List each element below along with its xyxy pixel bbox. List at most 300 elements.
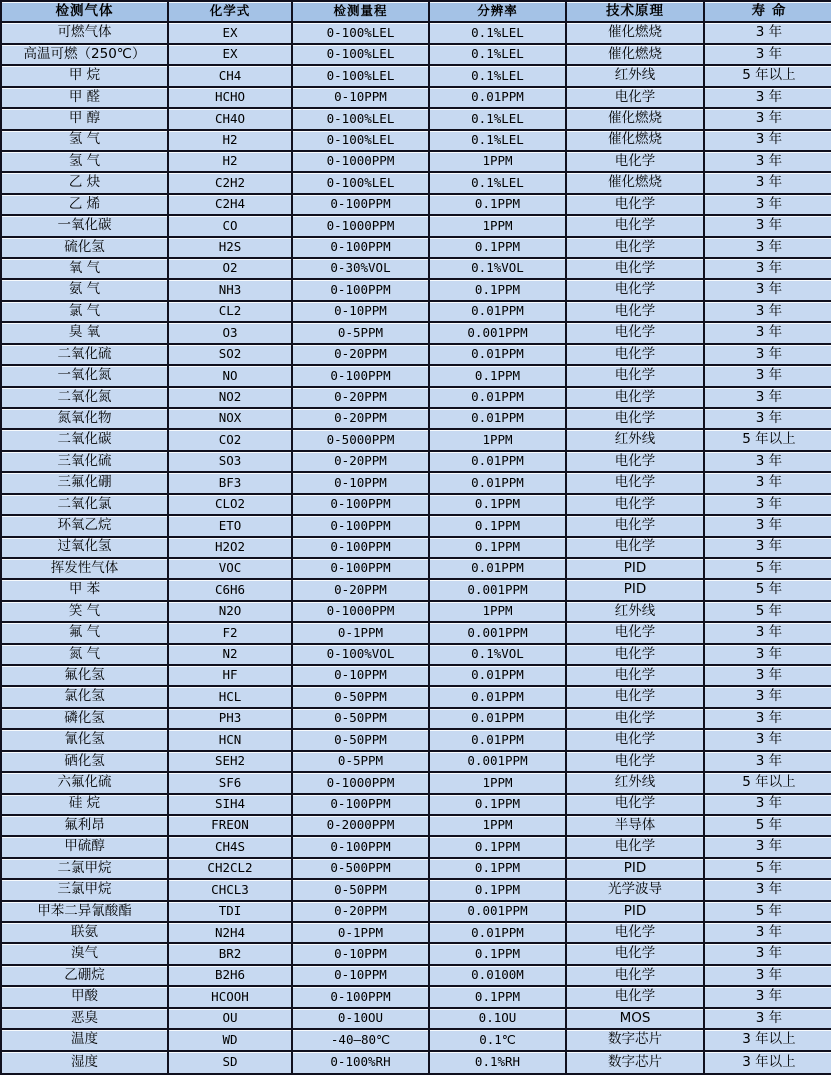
resolution-cell: 0.001PPM	[430, 323, 567, 344]
principle-cell: 电化学	[567, 923, 705, 944]
range-cell: 0-20PPM	[293, 345, 430, 366]
gas-name-cell: 六氟化硫	[2, 773, 169, 794]
formula-cell: F2	[169, 623, 293, 644]
range-cell: 0-100PPM	[293, 559, 430, 580]
formula-cell: CLO2	[169, 495, 293, 516]
gas-name-cell: 二氧化氮	[2, 388, 169, 409]
lifespan-cell: 3 年	[705, 1009, 831, 1030]
lifespan-cell: 3 年	[705, 473, 831, 494]
header-gas-name: 检测气体	[2, 2, 169, 23]
formula-cell: HCHO	[169, 88, 293, 109]
resolution-cell: 0.1%LEL	[430, 131, 567, 152]
lifespan-cell: 3 年	[705, 23, 831, 44]
lifespan-cell: 3 年	[705, 730, 831, 751]
resolution-cell: 0.1PPM	[430, 280, 567, 301]
principle-cell: 电化学	[567, 216, 705, 237]
formula-cell: PH3	[169, 709, 293, 730]
principle-cell: 数字芯片	[567, 1030, 705, 1051]
range-cell: 0-1000PPM	[293, 602, 430, 623]
resolution-cell: 0.1PPM	[430, 944, 567, 965]
range-cell: 0-20PPM	[293, 902, 430, 923]
lifespan-cell: 3 年	[705, 280, 831, 301]
formula-cell: EX	[169, 45, 293, 66]
lifespan-cell: 3 年	[705, 452, 831, 473]
gas-name-cell: 恶臭	[2, 1009, 169, 1030]
lifespan-cell: 5 年以上	[705, 430, 831, 451]
range-cell: 0-100%LEL	[293, 45, 430, 66]
lifespan-cell: 3 年	[705, 366, 831, 387]
formula-cell: CHCL3	[169, 880, 293, 901]
formula-cell: H2	[169, 131, 293, 152]
gas-name-cell: 甲硫醇	[2, 837, 169, 858]
lifespan-cell: 5 年	[705, 602, 831, 623]
lifespan-cell: 3 年	[705, 409, 831, 430]
range-cell: 0-10PPM	[293, 944, 430, 965]
formula-cell: NH3	[169, 280, 293, 301]
lifespan-cell: 3 年	[705, 88, 831, 109]
resolution-cell: 0.1PPM	[430, 859, 567, 880]
principle-cell: 红外线	[567, 773, 705, 794]
gas-name-cell: 甲 醇	[2, 109, 169, 130]
lifespan-cell: 3 年	[705, 345, 831, 366]
gas-name-cell: 三氧化硫	[2, 452, 169, 473]
resolution-cell: 0.1%LEL	[430, 66, 567, 87]
lifespan-cell: 3 年	[705, 645, 831, 666]
formula-cell: N2	[169, 645, 293, 666]
principle-cell: 电化学	[567, 709, 705, 730]
range-cell: 0-100PPM	[293, 837, 430, 858]
formula-cell: HCOOH	[169, 987, 293, 1008]
range-cell: 0-5PPM	[293, 752, 430, 773]
gas-name-cell: 甲 苯	[2, 580, 169, 601]
lifespan-cell: 3 年	[705, 45, 831, 66]
range-cell: 0-20PPM	[293, 452, 430, 473]
header-resolution: 分辨率	[430, 2, 567, 23]
range-cell: 0-10PPM	[293, 666, 430, 687]
range-cell: 0-50PPM	[293, 687, 430, 708]
gas-name-cell: 硫化氢	[2, 238, 169, 259]
formula-cell: FREON	[169, 816, 293, 837]
principle-cell: 电化学	[567, 152, 705, 173]
principle-cell: 红外线	[567, 602, 705, 623]
principle-cell: MOS	[567, 1009, 705, 1030]
formula-cell: VOC	[169, 559, 293, 580]
formula-cell: ETO	[169, 516, 293, 537]
range-cell: 0-1000PPM	[293, 216, 430, 237]
range-cell: 0-100PPM	[293, 495, 430, 516]
range-cell: 0-100%RH	[293, 1052, 430, 1073]
lifespan-cell: 5 年	[705, 559, 831, 580]
formula-cell: O2	[169, 259, 293, 280]
formula-cell: O3	[169, 323, 293, 344]
lifespan-cell: 5 年以上	[705, 66, 831, 87]
resolution-cell: 1PPM	[430, 216, 567, 237]
lifespan-cell: 3 年	[705, 302, 831, 323]
principle-cell: 电化学	[567, 280, 705, 301]
principle-cell: 电化学	[567, 687, 705, 708]
gas-name-cell: 氯化氢	[2, 687, 169, 708]
gas-name-cell: 二氧化碳	[2, 430, 169, 451]
principle-cell: 光学波导	[567, 880, 705, 901]
range-cell: -40—80℃	[293, 1030, 430, 1051]
resolution-cell: 0.1OU	[430, 1009, 567, 1030]
formula-cell: OU	[169, 1009, 293, 1030]
lifespan-cell: 5 年	[705, 859, 831, 880]
formula-cell: C6H6	[169, 580, 293, 601]
formula-cell: BF3	[169, 473, 293, 494]
range-cell: 0-5000PPM	[293, 430, 430, 451]
resolution-cell: 0.1PPM	[430, 516, 567, 537]
resolution-cell: 1PPM	[430, 430, 567, 451]
lifespan-cell: 3 年	[705, 687, 831, 708]
header-lifespan: 寿 命	[705, 2, 831, 23]
resolution-cell: 0.01PPM	[430, 709, 567, 730]
gas-name-cell: 三氟化硼	[2, 473, 169, 494]
formula-cell: WD	[169, 1030, 293, 1051]
gas-name-cell: 溴气	[2, 944, 169, 965]
formula-cell: SD	[169, 1052, 293, 1073]
principle-cell: 电化学	[567, 88, 705, 109]
lifespan-cell: 3 年以上	[705, 1030, 831, 1051]
gas-name-cell: 磷化氢	[2, 709, 169, 730]
formula-cell: NOX	[169, 409, 293, 430]
principle-cell: 催化燃烧	[567, 109, 705, 130]
header-range: 检测量程	[293, 2, 430, 23]
gas-name-cell: 氯 气	[2, 302, 169, 323]
range-cell: 0-10PPM	[293, 302, 430, 323]
formula-cell: NO	[169, 366, 293, 387]
gas-name-cell: 硅 烷	[2, 795, 169, 816]
gas-name-cell: 氮氧化物	[2, 409, 169, 430]
principle-cell: 催化燃烧	[567, 23, 705, 44]
resolution-cell: 0.1PPM	[430, 238, 567, 259]
gas-name-cell: 二氧化硫	[2, 345, 169, 366]
resolution-cell: 1PPM	[430, 152, 567, 173]
range-cell: 0-100%LEL	[293, 109, 430, 130]
gas-name-cell: 高温可燃（250℃）	[2, 45, 169, 66]
gas-name-cell: 二氯甲烷	[2, 859, 169, 880]
principle-cell: 电化学	[567, 623, 705, 644]
range-cell: 0-500PPM	[293, 859, 430, 880]
formula-cell: H2S	[169, 238, 293, 259]
formula-cell: H2O2	[169, 538, 293, 559]
range-cell: 0-100PPM	[293, 795, 430, 816]
lifespan-cell: 5 年以上	[705, 773, 831, 794]
gas-name-cell: 氧 气	[2, 259, 169, 280]
formula-cell: CL2	[169, 302, 293, 323]
resolution-cell: 0.001PPM	[430, 580, 567, 601]
resolution-cell: 0.1%LEL	[430, 45, 567, 66]
range-cell: 0-100PPM	[293, 195, 430, 216]
principle-cell: 电化学	[567, 495, 705, 516]
principle-cell: 电化学	[567, 302, 705, 323]
lifespan-cell: 3 年	[705, 880, 831, 901]
lifespan-cell: 3 年	[705, 216, 831, 237]
formula-cell: TDI	[169, 902, 293, 923]
principle-cell: 催化燃烧	[567, 45, 705, 66]
principle-cell: 电化学	[567, 195, 705, 216]
resolution-cell: 0.001PPM	[430, 902, 567, 923]
range-cell: 0-20PPM	[293, 388, 430, 409]
principle-cell: 催化燃烧	[567, 173, 705, 194]
formula-cell: CH4O	[169, 109, 293, 130]
formula-cell: SO2	[169, 345, 293, 366]
gas-name-cell: 硒化氢	[2, 752, 169, 773]
gas-name-cell: 甲 烷	[2, 66, 169, 87]
gas-name-cell: 过氧化氢	[2, 538, 169, 559]
lifespan-cell: 3 年	[705, 923, 831, 944]
principle-cell: 电化学	[567, 752, 705, 773]
resolution-cell: 0.1PPM	[430, 987, 567, 1008]
lifespan-cell: 3 年	[705, 538, 831, 559]
range-cell: 0-10PPM	[293, 966, 430, 987]
formula-cell: N2H4	[169, 923, 293, 944]
range-cell: 0-20PPM	[293, 580, 430, 601]
gas-name-cell: 氟利昂	[2, 816, 169, 837]
formula-cell: CO	[169, 216, 293, 237]
lifespan-cell: 3 年	[705, 837, 831, 858]
formula-cell: CO2	[169, 430, 293, 451]
range-cell: 0-100PPM	[293, 238, 430, 259]
range-cell: 0-5PPM	[293, 323, 430, 344]
range-cell: 0-100PPM	[293, 538, 430, 559]
lifespan-cell: 3 年	[705, 131, 831, 152]
resolution-cell: 0.1%LEL	[430, 173, 567, 194]
lifespan-cell: 3 年	[705, 709, 831, 730]
lifespan-cell: 3 年	[705, 195, 831, 216]
formula-cell: SO3	[169, 452, 293, 473]
resolution-cell: 0.001PPM	[430, 752, 567, 773]
gas-name-cell: 氮 气	[2, 645, 169, 666]
resolution-cell: 0.1%RH	[430, 1052, 567, 1073]
gas-name-cell: 可燃气体	[2, 23, 169, 44]
principle-cell: 电化学	[567, 966, 705, 987]
gas-name-cell: 环氧乙烷	[2, 516, 169, 537]
principle-cell: 电化学	[567, 473, 705, 494]
resolution-cell: 0.01PPM	[430, 730, 567, 751]
resolution-cell: 0.01PPM	[430, 687, 567, 708]
gas-name-cell: 联氨	[2, 923, 169, 944]
lifespan-cell: 3 年	[705, 152, 831, 173]
resolution-cell: 1PPM	[430, 816, 567, 837]
lifespan-cell: 5 年	[705, 902, 831, 923]
lifespan-cell: 3 年	[705, 987, 831, 1008]
range-cell: 0-1PPM	[293, 623, 430, 644]
gas-name-cell: 乙 炔	[2, 173, 169, 194]
principle-cell: 电化学	[567, 730, 705, 751]
range-cell: 0-10PPM	[293, 473, 430, 494]
formula-cell: SEH2	[169, 752, 293, 773]
range-cell: 0-1000PPM	[293, 773, 430, 794]
range-cell: 0-50PPM	[293, 709, 430, 730]
principle-cell: 电化学	[567, 944, 705, 965]
range-cell: 0-10PPM	[293, 88, 430, 109]
formula-cell: N2O	[169, 602, 293, 623]
principle-cell: PID	[567, 580, 705, 601]
formula-cell: HCL	[169, 687, 293, 708]
principle-cell: 红外线	[567, 66, 705, 87]
formula-cell: SF6	[169, 773, 293, 794]
principle-cell: 电化学	[567, 409, 705, 430]
gas-name-cell: 甲 醛	[2, 88, 169, 109]
resolution-cell: 0.1%VOL	[430, 645, 567, 666]
gas-name-cell: 二氧化氯	[2, 495, 169, 516]
formula-cell: B2H6	[169, 966, 293, 987]
principle-cell: 电化学	[567, 837, 705, 858]
resolution-cell: 0.1PPM	[430, 366, 567, 387]
resolution-cell: 0.01PPM	[430, 388, 567, 409]
principle-cell: 电化学	[567, 516, 705, 537]
formula-cell: C2H2	[169, 173, 293, 194]
lifespan-cell: 3 年	[705, 495, 831, 516]
resolution-cell: 0.01PPM	[430, 88, 567, 109]
range-cell: 0-20PPM	[293, 409, 430, 430]
resolution-cell: 0.01PPM	[430, 666, 567, 687]
gas-name-cell: 一氧化氮	[2, 366, 169, 387]
resolution-cell: 0.1PPM	[430, 880, 567, 901]
formula-cell: CH4S	[169, 837, 293, 858]
lifespan-cell: 3 年	[705, 238, 831, 259]
resolution-cell: 0.1PPM	[430, 795, 567, 816]
principle-cell: 电化学	[567, 538, 705, 559]
formula-cell: CH4	[169, 66, 293, 87]
gas-name-cell: 温度	[2, 1030, 169, 1051]
range-cell: 0-100%LEL	[293, 131, 430, 152]
principle-cell: 电化学	[567, 987, 705, 1008]
resolution-cell: 0.01PPM	[430, 923, 567, 944]
gas-name-cell: 挥发性气体	[2, 559, 169, 580]
resolution-cell: 0.1PPM	[430, 538, 567, 559]
range-cell: 0-100PPM	[293, 366, 430, 387]
range-cell: 0-1PPM	[293, 923, 430, 944]
principle-cell: 电化学	[567, 345, 705, 366]
principle-cell: 电化学	[567, 666, 705, 687]
principle-cell: 电化学	[567, 388, 705, 409]
principle-cell: 半导体	[567, 816, 705, 837]
formula-cell: SIH4	[169, 795, 293, 816]
resolution-cell: 0.01PPM	[430, 345, 567, 366]
principle-cell: PID	[567, 859, 705, 880]
principle-cell: 电化学	[567, 645, 705, 666]
principle-cell: 催化燃烧	[567, 131, 705, 152]
resolution-cell: 0.1℃	[430, 1030, 567, 1051]
gas-name-cell: 氢 气	[2, 152, 169, 173]
range-cell: 0-2000PPM	[293, 816, 430, 837]
resolution-cell: 0.1%LEL	[430, 109, 567, 130]
resolution-cell: 0.1PPM	[430, 195, 567, 216]
lifespan-cell: 3 年以上	[705, 1052, 831, 1073]
range-cell: 0-100%LEL	[293, 66, 430, 87]
gas-name-cell: 氰化氢	[2, 730, 169, 751]
lifespan-cell: 3 年	[705, 623, 831, 644]
lifespan-cell: 3 年	[705, 666, 831, 687]
lifespan-cell: 3 年	[705, 259, 831, 280]
range-cell: 0-1000PPM	[293, 152, 430, 173]
formula-cell: NO2	[169, 388, 293, 409]
gas-name-cell: 乙硼烷	[2, 966, 169, 987]
range-cell: 0-100%VOL	[293, 645, 430, 666]
resolution-cell: 0.1%VOL	[430, 259, 567, 280]
principle-cell: 红外线	[567, 430, 705, 451]
formula-cell: HF	[169, 666, 293, 687]
lifespan-cell: 3 年	[705, 516, 831, 537]
gas-name-cell: 氢 气	[2, 131, 169, 152]
lifespan-cell: 3 年	[705, 944, 831, 965]
formula-cell: C2H4	[169, 195, 293, 216]
lifespan-cell: 5 年	[705, 816, 831, 837]
resolution-cell: 0.01PPM	[430, 559, 567, 580]
resolution-cell: 0.01PPM	[430, 473, 567, 494]
gas-name-cell: 臭 氧	[2, 323, 169, 344]
gas-name-cell: 氟化氢	[2, 666, 169, 687]
resolution-cell: 0.1PPM	[430, 495, 567, 516]
gas-name-cell: 湿度	[2, 1052, 169, 1073]
gas-name-cell: 氨 气	[2, 280, 169, 301]
lifespan-cell: 5 年	[705, 580, 831, 601]
gas-name-cell: 氟 气	[2, 623, 169, 644]
resolution-cell: 0.01PPM	[430, 302, 567, 323]
gas-name-cell: 一氧化碳	[2, 216, 169, 237]
resolution-cell: 0.1PPM	[430, 837, 567, 858]
resolution-cell: 0.0100M	[430, 966, 567, 987]
principle-cell: 电化学	[567, 366, 705, 387]
lifespan-cell: 3 年	[705, 752, 831, 773]
principle-cell: 电化学	[567, 259, 705, 280]
principle-cell: PID	[567, 559, 705, 580]
range-cell: 0-100PPM	[293, 280, 430, 301]
resolution-cell: 1PPM	[430, 773, 567, 794]
resolution-cell: 1PPM	[430, 602, 567, 623]
range-cell: 0-100PPM	[293, 516, 430, 537]
gas-name-cell: 甲苯二异氰酸酯	[2, 902, 169, 923]
range-cell: 0-100%LEL	[293, 23, 430, 44]
gas-name-cell: 笑 气	[2, 602, 169, 623]
principle-cell: 电化学	[567, 238, 705, 259]
lifespan-cell: 3 年	[705, 323, 831, 344]
lifespan-cell: 3 年	[705, 388, 831, 409]
resolution-cell: 0.01PPM	[430, 452, 567, 473]
range-cell: 0-50PPM	[293, 880, 430, 901]
lifespan-cell: 3 年	[705, 109, 831, 130]
principle-cell: 电化学	[567, 452, 705, 473]
lifespan-cell: 3 年	[705, 966, 831, 987]
formula-cell: HCN	[169, 730, 293, 751]
gas-name-cell: 三氯甲烷	[2, 880, 169, 901]
lifespan-cell: 3 年	[705, 795, 831, 816]
formula-cell: EX	[169, 23, 293, 44]
resolution-cell: 0.01PPM	[430, 409, 567, 430]
formula-cell: H2	[169, 152, 293, 173]
header-formula: 化学式	[169, 2, 293, 23]
principle-cell: 数字芯片	[567, 1052, 705, 1073]
resolution-cell: 0.1%LEL	[430, 23, 567, 44]
range-cell: 0-50PPM	[293, 730, 430, 751]
header-principle: 技术原理	[567, 2, 705, 23]
principle-cell: PID	[567, 902, 705, 923]
range-cell: 0-100PPM	[293, 987, 430, 1008]
formula-cell: CH2CL2	[169, 859, 293, 880]
formula-cell: BR2	[169, 944, 293, 965]
range-cell: 0-30%VOL	[293, 259, 430, 280]
range-cell: 0-10OU	[293, 1009, 430, 1030]
gas-name-cell: 甲酸	[2, 987, 169, 1008]
range-cell: 0-100%LEL	[293, 173, 430, 194]
principle-cell: 电化学	[567, 323, 705, 344]
lifespan-cell: 3 年	[705, 173, 831, 194]
principle-cell: 电化学	[567, 795, 705, 816]
resolution-cell: 0.001PPM	[430, 623, 567, 644]
gas-name-cell: 乙 烯	[2, 195, 169, 216]
